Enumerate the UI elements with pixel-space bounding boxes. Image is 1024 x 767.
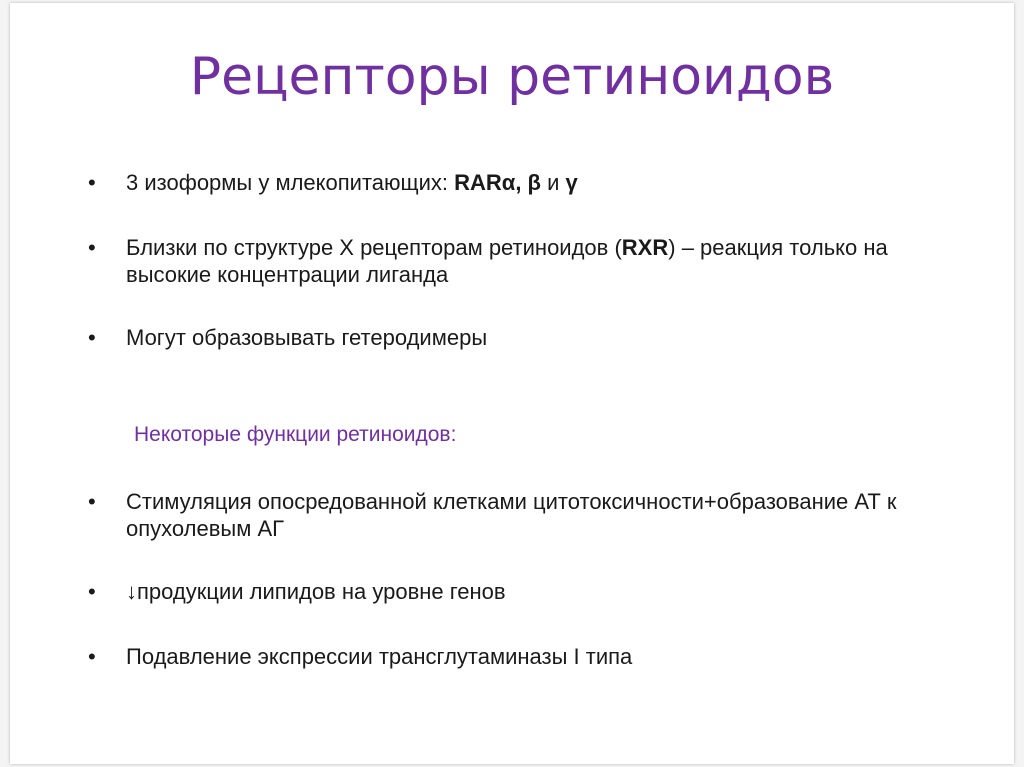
bullet-text: Стимуляция опосредованной клетками цитотоксичности+образование АТ к опухолевым АГ <box>126 489 897 541</box>
bullet-text-bold: RXR <box>621 235 669 260</box>
bullet-text: ↓продукции липидов на уровне генов <box>126 579 506 604</box>
bullet-text <box>126 234 966 288</box>
slide <box>10 3 1014 764</box>
bullet-text: Могут образовывать гетеродимеры <box>126 325 488 350</box>
bullet-text-bold: RARα, β <box>454 170 541 195</box>
slide-title: Рецепторы ретиноидов <box>189 47 835 107</box>
bullet-dot: • <box>88 325 96 350</box>
bullet-dot: • <box>88 579 96 604</box>
bullet-dot: • <box>88 170 96 195</box>
bullet-text-bold: γ <box>565 170 578 195</box>
bullet-text: Подавление экспрессии трансглутаминазы I типа <box>126 644 633 669</box>
bullet-text-part: 3 изоформы у млекопитающих: <box>126 170 455 195</box>
functions-subheading: Некоторые функции ретиноидов: <box>134 423 457 446</box>
bullet-dot: • <box>88 489 96 514</box>
bullet-dot: • <box>88 644 96 669</box>
bullet-text <box>126 169 966 196</box>
bullet-dot: • <box>88 235 96 260</box>
bullet-text-part: и <box>540 170 566 195</box>
bullet-text-part: ) – реакция только на высокие концентрации лиганда <box>126 235 888 287</box>
bullet-text-part: Близки по структуре X рецепторам ретиноидов ( <box>126 235 622 260</box>
